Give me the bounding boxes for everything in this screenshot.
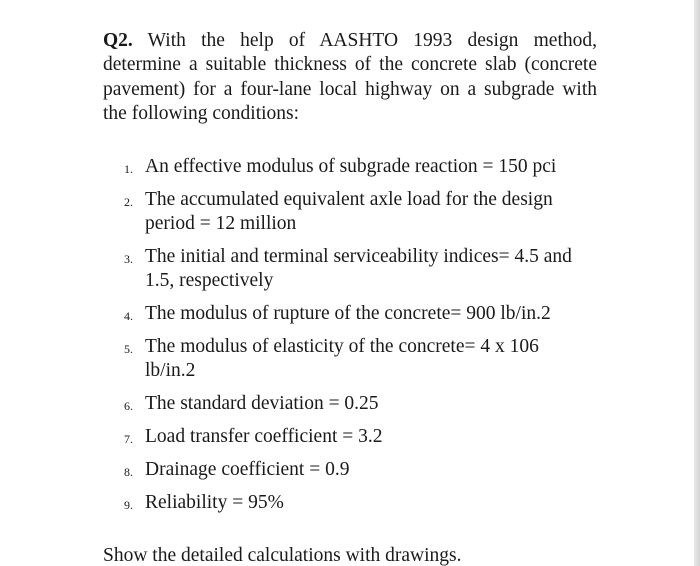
question-paragraph: [103, 29, 597, 127]
condition-number: 7.: [124, 432, 133, 446]
question-text: With the help of AASHTO 1993 design method, determine a suitable thickness of the concrete slab (concrete pavement) for a four-lane local highway on a subgrade with the following conditions:: [103, 29, 597, 124]
condition-item: [124, 302, 594, 326]
condition-text: An effective modulus of subgrade reaction = 150 pci: [145, 156, 557, 177]
closing-instruction: Show the detailed calculations with drawings.: [103, 544, 462, 566]
condition-text: The standard deviation = 0.25: [145, 393, 379, 414]
condition-item: [124, 425, 594, 449]
condition-text: The modulus of elasticity of the concrete= 4 x 106 lb/in.2: [145, 336, 539, 381]
condition-item: [124, 245, 594, 293]
condition-text: Drainage coefficient = 0.9: [145, 459, 350, 480]
condition-item: [124, 458, 594, 482]
condition-text: The accumulated equivalent axle load for the design period = 12 million: [145, 189, 553, 234]
condition-number: 4.: [124, 309, 133, 323]
condition-number: 2.: [124, 195, 133, 209]
condition-item: [124, 392, 594, 416]
condition-item: [124, 335, 594, 383]
condition-item: [124, 155, 594, 179]
condition-text: Reliability = 95%: [145, 492, 284, 513]
condition-number: 6.: [124, 399, 133, 413]
page-edge: [694, 0, 700, 566]
condition-item: [124, 491, 594, 515]
question-label: Q2.: [103, 29, 133, 51]
condition-text: The initial and terminal serviceability indices= 4.5 and 1.5, respectively: [145, 246, 572, 291]
condition-text: Load transfer coefficient = 3.2: [145, 426, 383, 447]
condition-text: The modulus of rupture of the concrete= 900 lb/in.2: [145, 303, 551, 324]
condition-number: 1.: [124, 162, 133, 176]
condition-number: 5.: [124, 342, 133, 356]
condition-number: 8.: [124, 465, 133, 479]
condition-number: 9.: [124, 498, 133, 512]
conditions-list: [124, 155, 594, 524]
condition-item: [124, 188, 594, 236]
condition-number: 3.: [124, 252, 133, 266]
